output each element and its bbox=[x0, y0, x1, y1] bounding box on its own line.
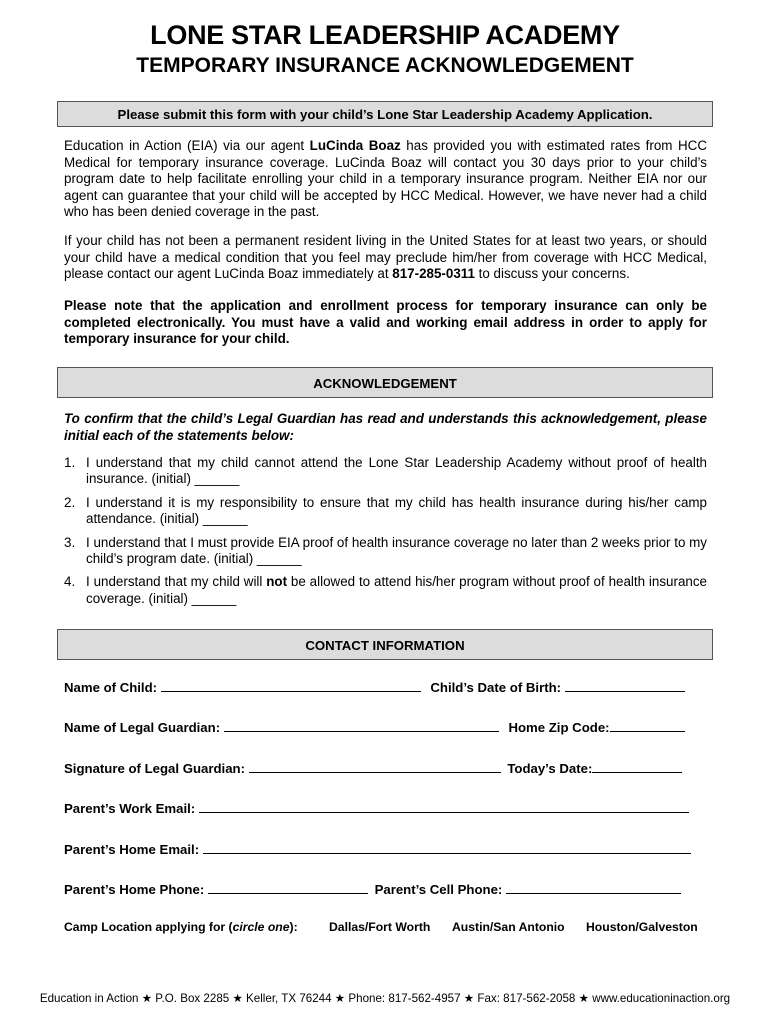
contact-header bbox=[57, 629, 713, 660]
statement-number: 3. bbox=[64, 534, 76, 550]
date-field[interactable] bbox=[592, 760, 682, 773]
child-name-label: Name of Child: bbox=[64, 680, 158, 695]
date-label: Today’s Date: bbox=[507, 761, 593, 776]
page-subtitle: TEMPORARY INSURANCE ACKNOWLEDGEMENT bbox=[136, 54, 634, 77]
statement-item bbox=[64, 574, 707, 607]
intro-paragraph-2 bbox=[64, 233, 707, 283]
statement-text: I understand that my child will bbox=[86, 574, 267, 590]
statement-text: I understand that my child cannot attend the Lone Star Leadership Academy without proof of health insurance. (initial) ______ bbox=[86, 455, 707, 487]
intro-text: has provided you with estimated rates from HCC Medical for temporary insurance coverage. LuCinda Boaz will contact you 30 days prior to your child’s program date to help facilitate enrolling your child in a temporary insurance program. Neither EIA nor our agent can guarantee that your child will be accepted by HCC Medical. However, we have never had a child who has been denied coverage in the past. bbox=[64, 138, 707, 220]
statement-number: 4. bbox=[64, 574, 76, 590]
child-dob-label: Child’s Date of Birth: bbox=[430, 680, 562, 695]
agent-name: LuCinda Boaz bbox=[309, 138, 401, 153]
camp-option-austin[interactable]: Austin/San Antonio bbox=[452, 920, 565, 934]
camp-location-label bbox=[64, 920, 298, 934]
work-email-label: Parent’s Work Email: bbox=[64, 801, 196, 816]
signature-field[interactable] bbox=[249, 760, 501, 773]
home-phone-label: Parent’s Home Phone: bbox=[64, 882, 205, 897]
camp-label-italic: circle one bbox=[232, 920, 290, 934]
statement-list bbox=[64, 455, 707, 614]
signature-row bbox=[64, 760, 700, 776]
statement-item bbox=[64, 495, 707, 528]
home-email-field[interactable] bbox=[203, 841, 691, 854]
statement-text: I understand that I must provide EIA proof of health insurance coverage no later than 2 weeks prior to my child’s program date. (initial) ______ bbox=[86, 534, 707, 567]
cell-phone-field[interactable] bbox=[506, 881, 681, 894]
signature-label: Signature of Legal Guardian: bbox=[64, 761, 245, 776]
camp-option-dallas[interactable]: Dallas/Fort Worth bbox=[329, 920, 431, 934]
submit-notice-bar bbox=[57, 101, 713, 127]
intro-text: to discuss your concerns. bbox=[474, 266, 630, 282]
statement-emphasis: not bbox=[266, 574, 288, 590]
acknowledgement-heading: ACKNOWLEDGEMENT bbox=[313, 376, 457, 391]
phone-row bbox=[64, 881, 700, 897]
camp-label-text: Camp Location applying for ( bbox=[64, 920, 233, 934]
intro-text: If your child has not been a permanent resident living in the United States for at least two years, or should your child have a medical condition that you feel may preclude him/her from coverage with HCC Medical, please contact our agent LuCinda Boaz immediately at bbox=[64, 233, 707, 282]
contact-heading: CONTACT INFORMATION bbox=[305, 638, 465, 653]
zip-field[interactable] bbox=[610, 719, 685, 732]
child-name-field[interactable] bbox=[161, 679, 421, 692]
cell-phone-label: Parent’s Cell Phone: bbox=[374, 882, 503, 897]
camp-label-text: ): bbox=[289, 920, 298, 934]
acknowledgement-instruction: To confirm that the child’s Legal Guardian has read and understands this acknowledgement, please initial each of the statements below: bbox=[64, 411, 707, 443]
guardian-row bbox=[64, 719, 700, 735]
intro-paragraph-3: Please note that the application and enrollment process for temporary insurance can only be completed electronically. You must have a valid and working email address in order to apply for temporary insurance for your child. bbox=[64, 298, 707, 347]
work-email-field[interactable] bbox=[199, 800, 689, 813]
zip-label: Home Zip Code: bbox=[508, 720, 610, 735]
statement-text: I understand it is my responsibility to ensure that my child has health insurance during his/her camp attendance. (initial) ______ bbox=[86, 494, 707, 527]
statement-number: 1. bbox=[64, 455, 76, 470]
acknowledgement-header bbox=[57, 367, 713, 398]
agent-phone: 817-285-0311 bbox=[392, 266, 475, 282]
statement-text: be allowed to attend his/her program without proof of health insurance coverage. (initial) ______ bbox=[86, 574, 707, 606]
child-row bbox=[64, 679, 700, 695]
intro-paragraph-1 bbox=[64, 138, 707, 221]
footer-address: Education in Action ★ P.O. Box 2285 ★ Keller, TX 76244 ★ Phone: 817-562-4957 ★ Fax: 817-562-2058 ★ www.educationinaction.org bbox=[39, 992, 731, 1005]
statement-item bbox=[64, 455, 707, 488]
camp-location-row bbox=[64, 920, 704, 934]
home-phone-field[interactable] bbox=[208, 881, 368, 894]
child-dob-field[interactable] bbox=[565, 679, 685, 692]
camp-option-houston[interactable]: Houston/Galveston bbox=[586, 920, 698, 934]
guardian-name-field[interactable] bbox=[224, 719, 499, 732]
home-email-row bbox=[64, 841, 700, 857]
intro-text: Education in Action (EIA) via our agent bbox=[64, 138, 310, 153]
submit-notice: Please submit this form with your child’s Lone Star Leadership Academy Application. bbox=[117, 107, 653, 122]
home-email-label: Parent’s Home Email: bbox=[64, 842, 200, 857]
work-email-row bbox=[64, 800, 700, 816]
page-title: LONE STAR LEADERSHIP ACADEMY bbox=[150, 20, 620, 50]
statement-item bbox=[64, 535, 707, 568]
statement-number: 2. bbox=[64, 494, 76, 510]
guardian-name-label: Name of Legal Guardian: bbox=[64, 720, 221, 735]
